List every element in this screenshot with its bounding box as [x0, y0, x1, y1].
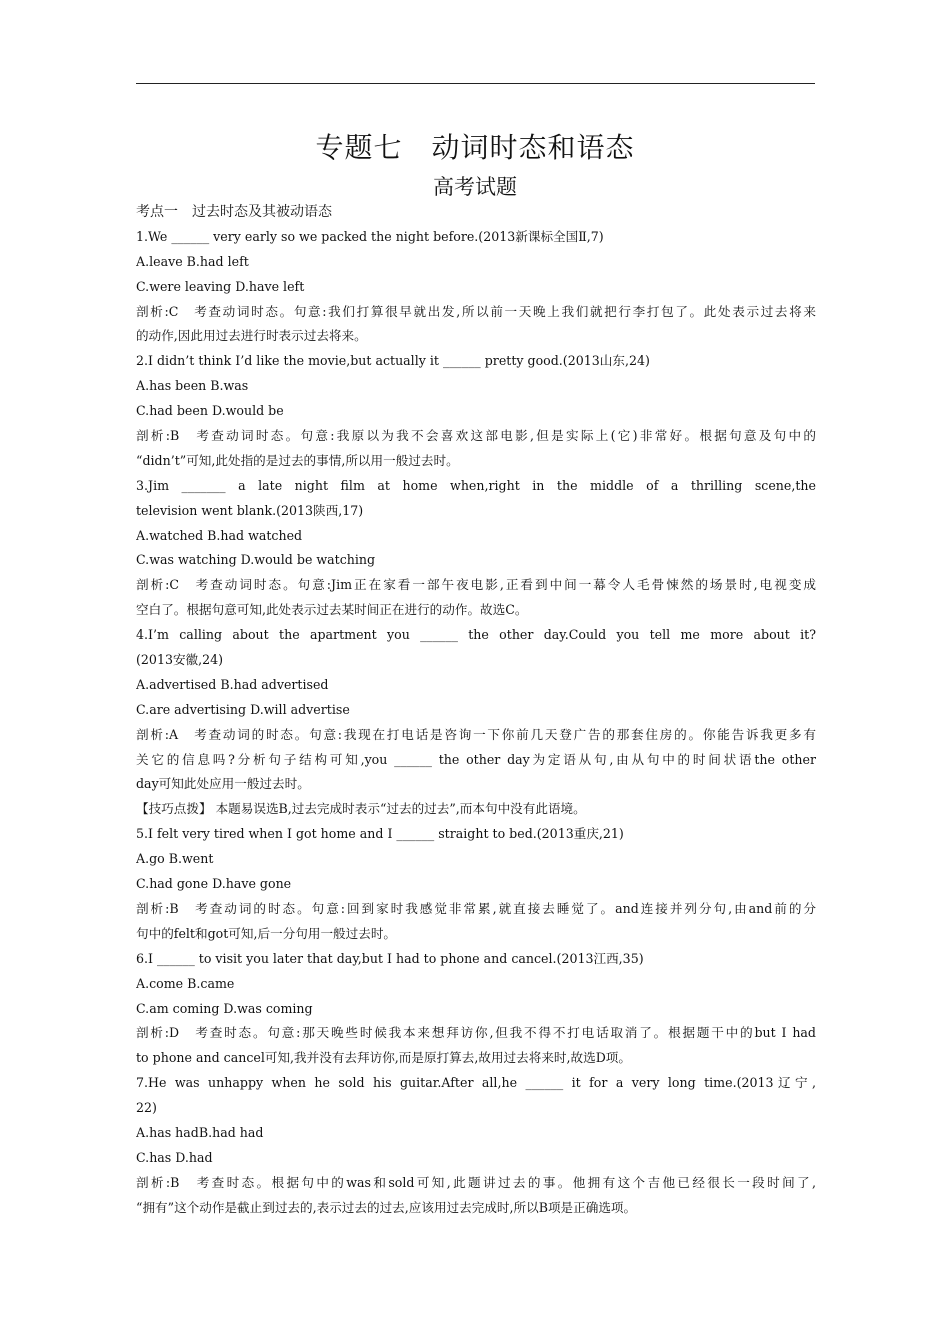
text-line: 2.I didn’t think I’d like the movie,but actually it ______ pretty good.(2013山东,24): [136, 353, 650, 369]
text-line: A.come B.came: [136, 975, 235, 991]
text-line: to phone and cancel可知,我并没有去拜访你,而是原打算去,故用过去将来时,故选D项。: [136, 1050, 631, 1066]
text-line: C.has D.had: [136, 1149, 213, 1165]
text-line: television went blank.(2013陕西,17): [136, 502, 364, 518]
text-line: 7.He was unhappy when he sold his guitar.After all,he ______ it for a very long time.(2013辽宁,: [136, 1075, 816, 1091]
text-line: 剖析:B 考查动词时态。句意:我原以为我不会喜欢这部电影,但是实际上(它)非常好。根据句意及句中的: [136, 428, 816, 444]
text-line: 剖析:C 考查动词时态。句意:Jim正在家看一部午夜电影,正看到中间一幕令人毛骨悚然的场景时,电视变成: [136, 577, 816, 593]
text-line: 1.We ______ very early so we packed the night before.(2013新课标全国Ⅱ,7): [136, 228, 604, 244]
text-line: 的动作,因此用过去进行时表示过去将来。: [136, 328, 367, 344]
document-body: [136, 200, 816, 1221]
text-line: 剖析:B 考查动词的时态。句意:回到家时我感觉非常累,就直接去睡觉了。and连接并列分句,由and前的分: [136, 900, 816, 916]
text-line: 5.I felt very tired when I got home and I ______ straight to bed.(2013重庆,21): [136, 826, 624, 842]
text-line: 【技巧点拨】 本题易误选B,过去完成时表示“过去的过去”,而本句中没有此语境。: [136, 801, 586, 817]
text-line: 剖析:B 考查时态。根据句中的was和sold可知,此题讲过去的事。他拥有这个吉他已经很长一段时间了,: [136, 1174, 816, 1190]
text-line: 空白了。根据句意可知,此处表示过去某时间正在进行的动作。故选C。: [136, 602, 528, 618]
text-line: C.was watching D.would be watching: [136, 552, 376, 568]
text-line: day可知此处应用一般过去时。: [136, 776, 310, 792]
text-line: C.had gone D.have gone: [136, 876, 292, 892]
text-line: 剖析:C 考查动词时态。句意:我们打算很早就出发,所以前一天晚上我们就把行李打包了。此处表示过去将来: [136, 303, 816, 319]
text-line: C.am coming D.was coming: [136, 1000, 313, 1016]
text-line: A.advertised B.had advertised: [136, 676, 329, 692]
text-line: “拥有”这个动作是截止到过去的,表示过去的过去,应该用过去完成时,所以B项是正确选项。: [136, 1199, 637, 1215]
text-line: A.watched B.had watched: [136, 527, 303, 543]
text-line: C.are advertising D.will advertise: [136, 701, 350, 717]
section-heading: 考点一 过去时态及其被动语态: [136, 204, 332, 220]
text-line: A.has been B.was: [136, 378, 249, 394]
text-line: 6.I ______ to visit you later that day,but I had to phone and cancel.(2013江西,35): [136, 950, 644, 966]
text-line: A.go B.went: [136, 851, 214, 867]
page-title: 专题七 动词时态和语态: [315, 131, 635, 164]
text-line: A.has hadB.had had: [136, 1124, 264, 1140]
text-line: 3.Jim _______ a late night film at home when,right in the middle of a thrilling scene,the: [136, 477, 816, 493]
text-line: (2013安徽,24): [136, 652, 224, 668]
text-line: C.were leaving D.have left: [136, 278, 305, 294]
text-line: 句中的felt和got可知,后一分句用一般过去时。: [136, 925, 397, 941]
text-line: 22): [136, 1100, 157, 1116]
text-line: 4.I’m calling about the apartment you ______ the other day.Could you tell me more about it?: [136, 627, 816, 643]
text-line: 关它的信息吗?分析句子结构可知,you ______ the other day为定语从句,由从句中的时间状语the other: [136, 751, 816, 767]
text-line: A.leave B.had left: [136, 253, 249, 269]
text-line: 剖析:D 考查时态。句意:那天晚些时候我本来想拜访你,但我不得不打电话取消了。根据题干中的but I had: [136, 1025, 816, 1041]
text-line: C.had been D.would be: [136, 403, 284, 419]
text-line: “didn’t”可知,此处指的是过去的事情,所以用一般过去时。: [136, 452, 459, 468]
header-rule: [136, 83, 815, 84]
page-subtitle: 高考试题: [433, 175, 517, 199]
text-line: 剖析:A 考查动词的时态。句意:我现在打电话是咨询一下你前几天登广告的那套住房的。你能告诉我更多有: [136, 726, 816, 742]
